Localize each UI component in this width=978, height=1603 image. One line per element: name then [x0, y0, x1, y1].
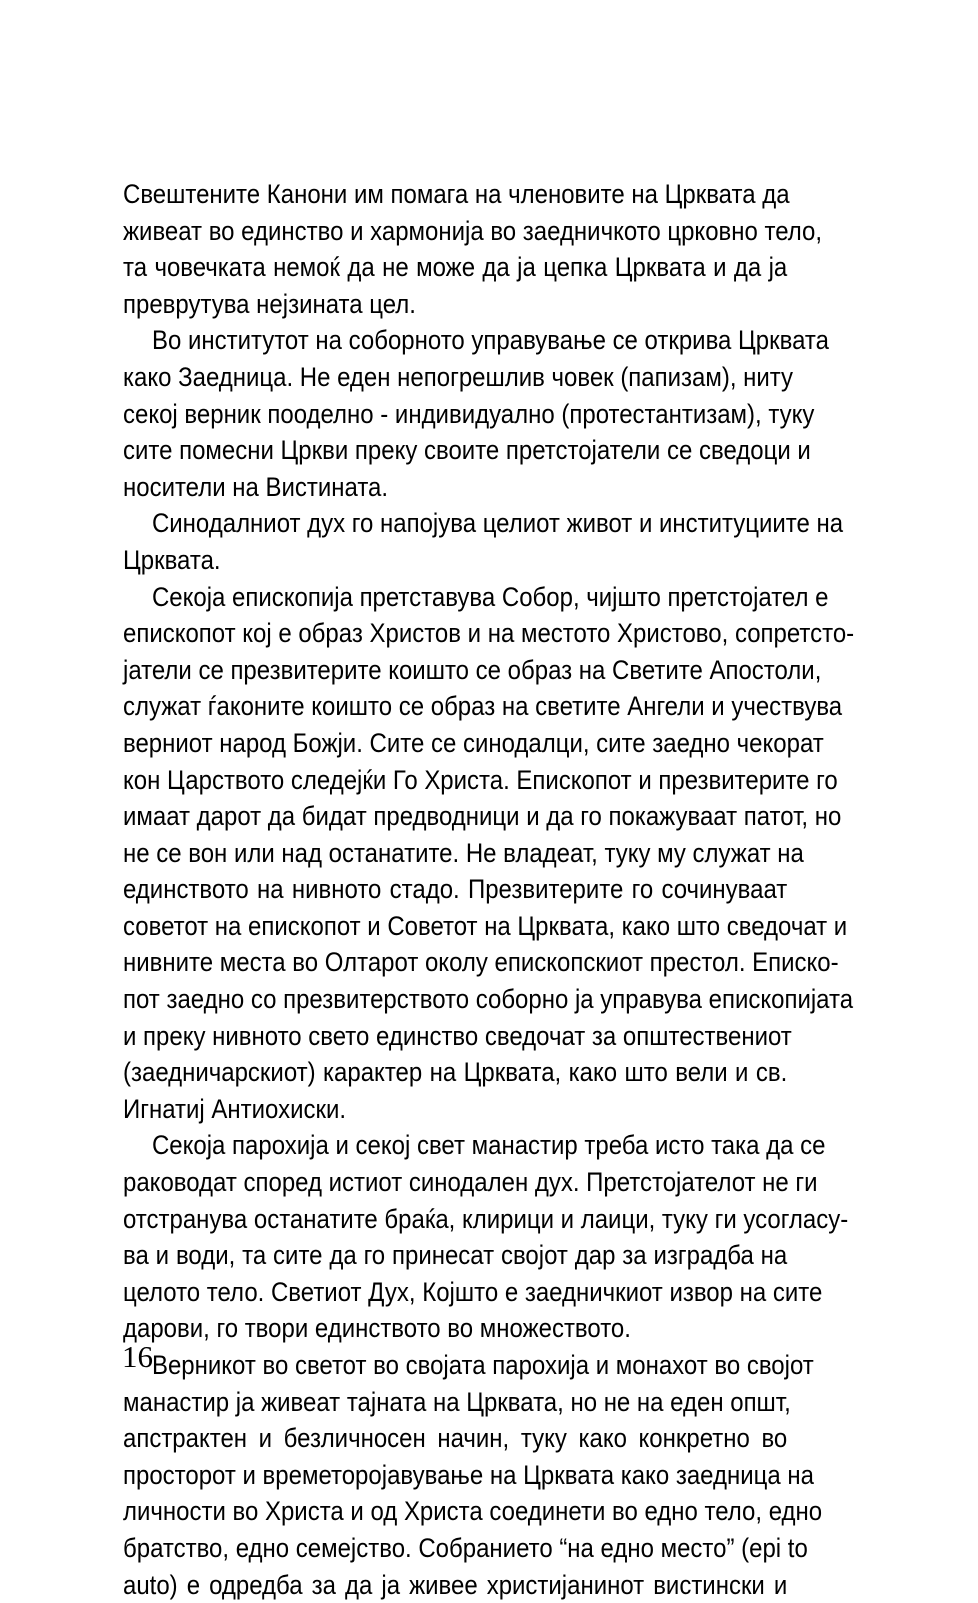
- text-line: имаат дарот да бидат предводници и да го покажуваат патот, но: [123, 801, 842, 832]
- text-line: советот на епископот и Советот на Црквата, како што сведочат и: [123, 910, 848, 941]
- text-line: Синодалниот дух го напојува целиот живот и институциите на: [151, 508, 844, 539]
- text-line: раководат според истиот синодален дух. Претстојателот не ги: [123, 1167, 818, 1198]
- text-line: епископот кој е образ Христов и на местото Христово, сопретсто-: [123, 618, 855, 649]
- text-line: преврутува нејзината цел.: [123, 288, 416, 319]
- text-line: Во институтот на соборното управување се открива Црквата: [151, 325, 829, 356]
- text-line: и преку нивното свето единство сведочат за општествениот: [123, 1020, 792, 1051]
- text-line: Верникот во светот во својата парохија и монахот во својот: [151, 1350, 814, 1380]
- text-line: верниот народ Божји. Сите се синодалци, сите заедно чекорат: [123, 727, 824, 758]
- text-line: просторот и времеторојавување на Црквата како заедница на: [123, 1459, 814, 1490]
- text-line: секој верник пооделно - индивидуално (протестантизам), туку: [123, 398, 815, 429]
- text-line: целото тело. Светиот Дух, Којшто е заедничкиот извор на сите: [123, 1276, 823, 1307]
- text-line: нивните места во Олтарот околу епископскиот престол. Еписко-: [123, 947, 839, 978]
- text-line: Игнатиј Антиохиски.: [123, 1093, 347, 1124]
- text-line: Свештените Канони им помага на членовите на Црквата да: [123, 179, 790, 209]
- text-line: служат ѓаконите коишто се образ на светите Ангели и учествува: [123, 691, 843, 722]
- text-line: не се вон или над останатите. Не владеат, туку му служат на: [123, 837, 804, 868]
- text-line: Црквата.: [123, 544, 221, 575]
- text-line: Секоја парохија и секој свет манастир треба исто така да се: [151, 1130, 826, 1161]
- text-line: јатели се презвитерите коишто се образ на Светите Апостоли,: [123, 654, 822, 685]
- text-line: единството на нивното стадо. Презвитерите го сочинуваат: [123, 874, 788, 905]
- page-number: 16: [122, 1339, 153, 1374]
- text-line: личности во Христа и од Христа соединети во едно тело, едно: [123, 1496, 823, 1527]
- text-line: (заедничарскиот) карактер на Црквата, како што вели и св.: [123, 1057, 788, 1088]
- text-line: та човечката немоќ да не може да ја цепка Црквата и да ја: [123, 252, 788, 283]
- text-line: апстрактен и безличносен начин, туку како конкретно во: [123, 1423, 788, 1454]
- text-line: носители на Вистината.: [123, 471, 389, 502]
- text-line: манастир ја живеат тајната на Црквата, но не на еден општ,: [123, 1386, 791, 1417]
- text-line: дарови, го твори единството во множеството.: [123, 1313, 631, 1344]
- text-line: ва и води, та сите да го принесат својот дар за изградба на: [123, 1240, 788, 1271]
- text-line: живеат во единство и хармонија во заедничкото црковно тело,: [123, 215, 823, 246]
- text-line: auto) е одредба за да ја живее христијанинот вистински и: [123, 1569, 788, 1600]
- text-line: отстранува останатите браќа, клирици и лаици, туку ги усогласу-: [123, 1203, 849, 1234]
- text-line: кон Царството следејќи Го Христа. Епископот и презвитерите го: [123, 764, 838, 795]
- text-line: Секоја епископија претставува Собор, чијшто претстојател е: [151, 581, 829, 612]
- text-line: сите помесни Цркви преку своите претстојатели се сведоци и: [123, 435, 811, 466]
- text-line: како Заедница. Не еден непогрешлив човек (папизам), ниту: [123, 361, 794, 392]
- text-line: пот заедно со презвитерството соборно ја управува епископијата: [123, 984, 854, 1015]
- text-line: братство, едно семејство. Собранието “на едно место” (epi to: [123, 1532, 808, 1563]
- body-text-column: [123, 176, 857, 1603]
